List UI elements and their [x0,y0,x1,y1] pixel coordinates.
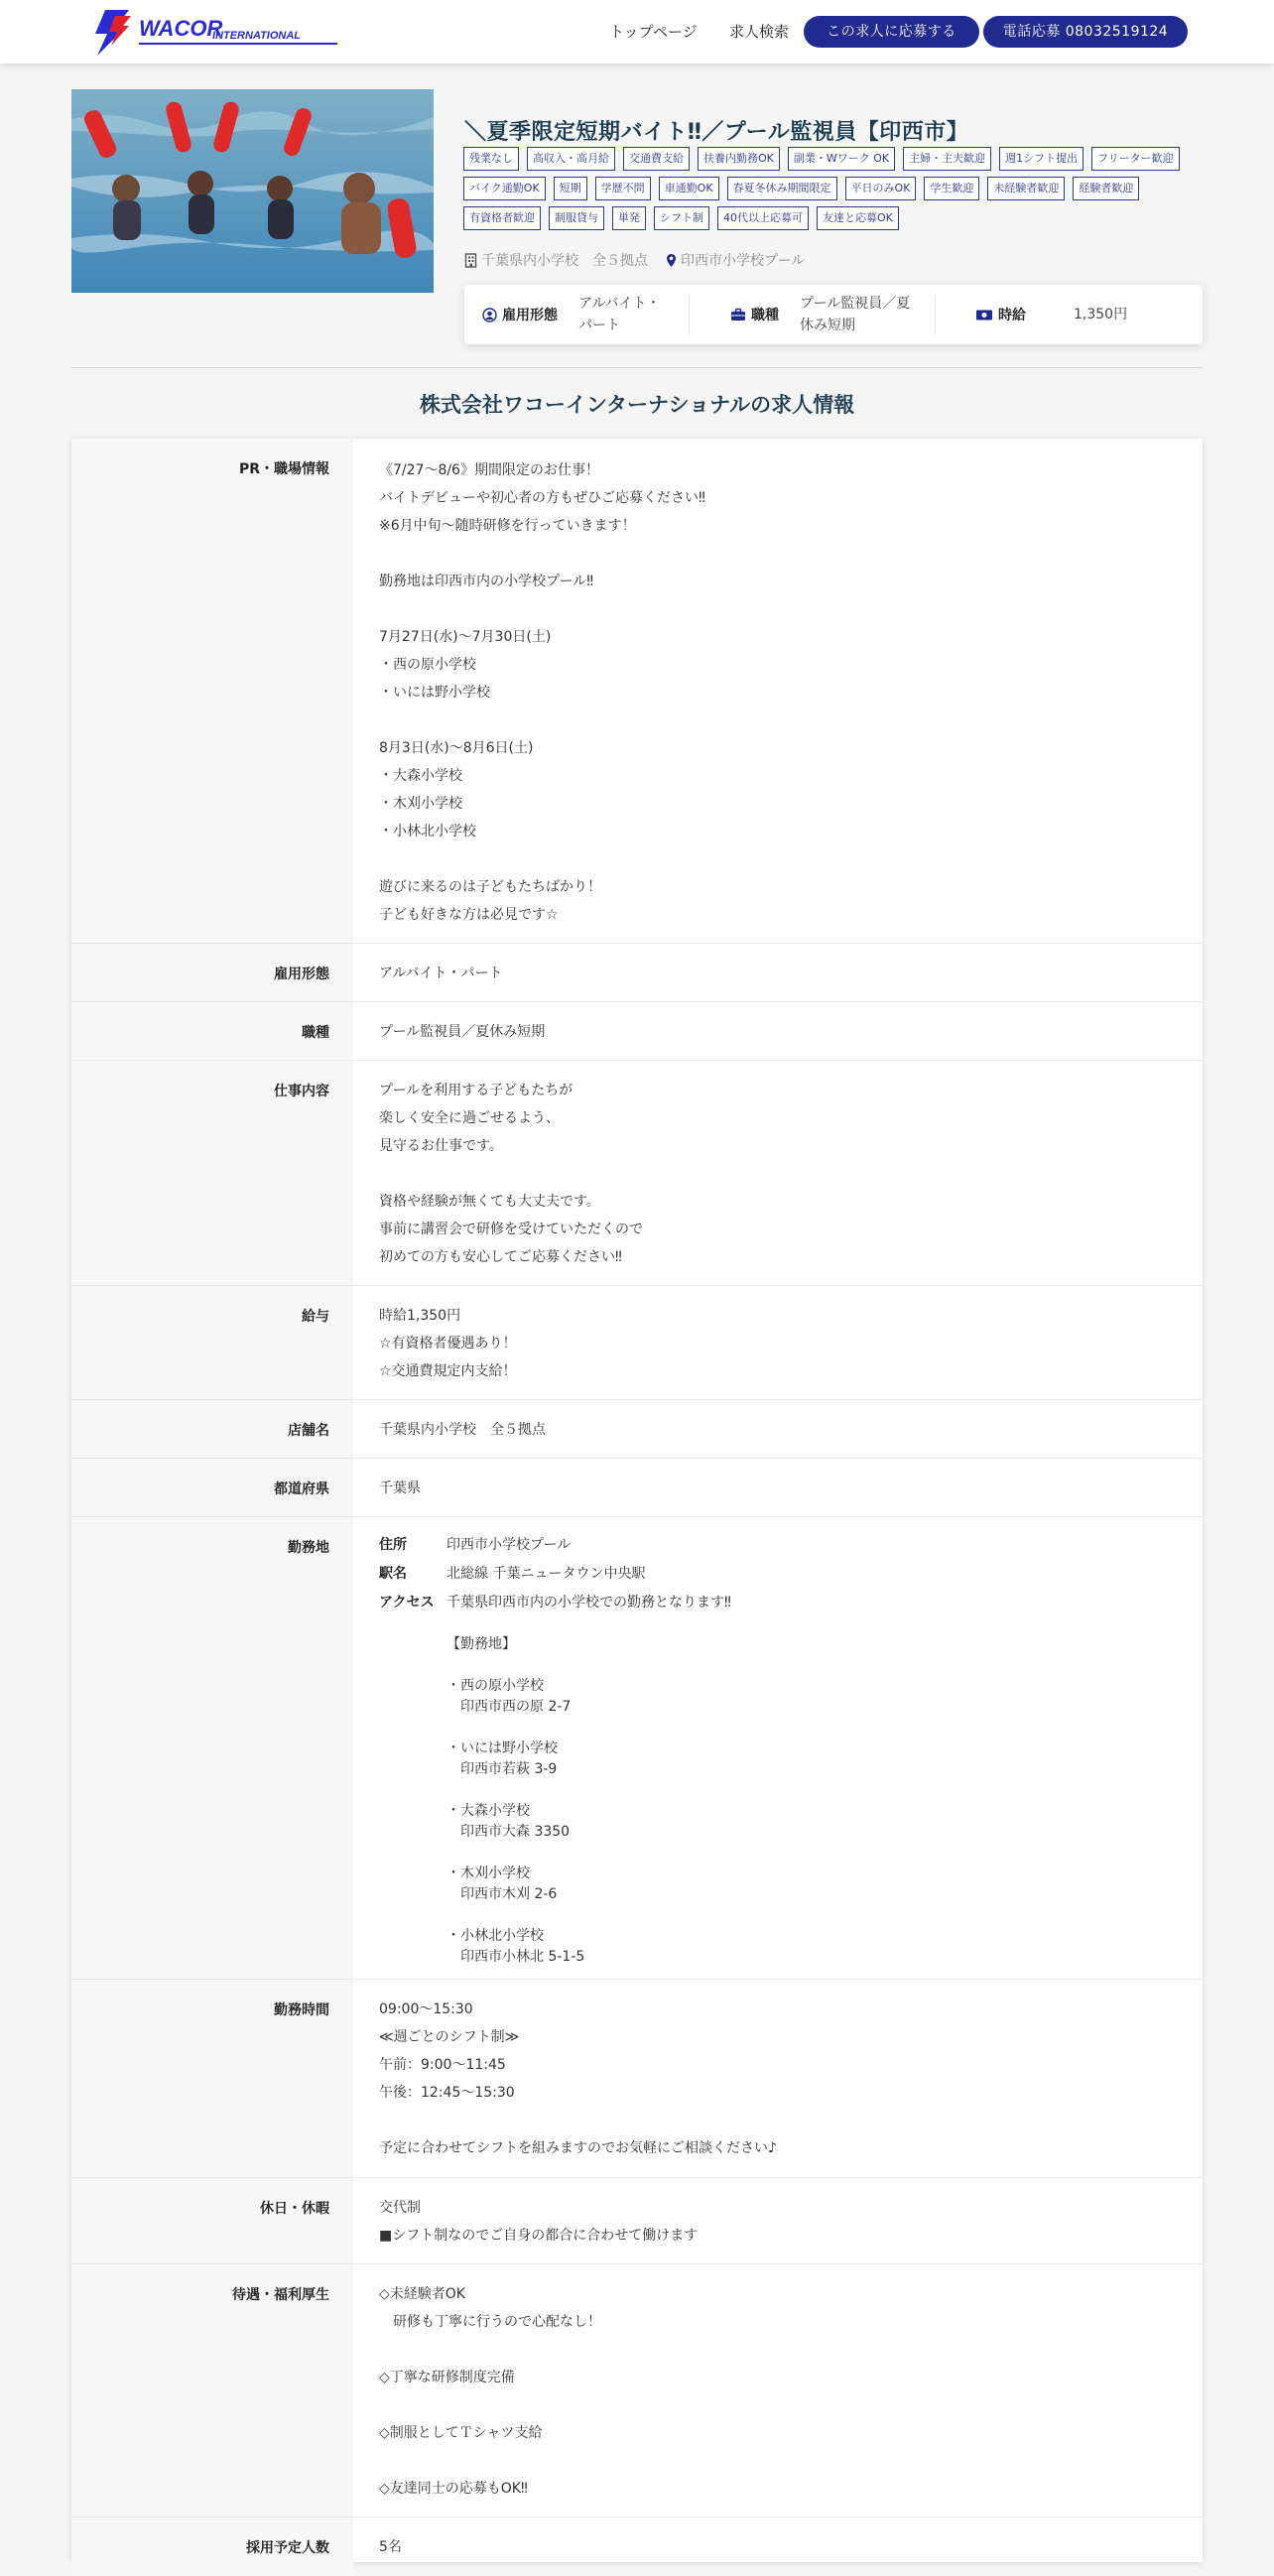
address-key: 住所 [379,1537,407,1553]
row-label: 仕事内容 [274,1084,329,1099]
occupation-value: プール監視員／夏 休み短期 [800,296,911,333]
company-logo[interactable] [85,6,343,58]
row-headcount [71,2516,1203,2576]
tag-badge: フリーター歓迎 [1091,147,1180,171]
employment-type-value: アルバイト・ パート [578,296,661,333]
tag-badge: 扶養内勤務OK [698,147,780,171]
nav-top-page[interactable]: トップページ [609,23,698,41]
row-value: 時給1,350円 ☆有資格者優遇あり！ ☆交通費規定内支給！ [379,1308,517,1379]
money-icon [975,309,993,322]
row-occupation [71,1001,1203,1060]
tag-badge: 有資格者歓迎 [463,206,541,230]
row-value: プール監視員／夏休み短期 [379,1024,546,1040]
location-details [379,1531,1173,1968]
store-name-text: 千葉県内小学校 全５拠点 [481,253,648,269]
employment-type-label: 雇用形態 [482,305,558,324]
row-value: アルバイト・パート [379,966,503,981]
building-icon [464,253,477,268]
row-store [71,1399,1203,1458]
tag-badge: 学生歓迎 [924,177,979,200]
row-label: 雇用形態 [274,966,329,982]
tag-badge: 友達と応募OK [817,206,899,230]
station-value: 北総線 千葉ニュータウン中央駅 [446,1566,646,1582]
row-value: 09:00～15:30 ≪週ごとのシフト制≫ 午前：9:00～11:45 午後：12:45～15:30 予定に合わせてシフトを組みますのでお気軽にご相談ください♪ [379,2001,777,2156]
row-location [71,1516,1203,1979]
address-value: 印西市小学校プール [446,1537,572,1553]
row-label: 採用予定人数 [246,2540,329,2556]
svg-text:WACOR: WACOR [139,16,223,41]
row-employment [71,943,1203,1001]
row-value: 千葉県内小学校 全５拠点 [379,1422,546,1438]
pool-photo-icon [71,89,434,293]
briefcase-icon [730,308,746,322]
person-circle-icon [482,308,497,322]
wage-label: 時給 [975,305,1026,324]
row-label: 都道府県 [274,1481,329,1497]
job-detail-table [71,439,1203,2562]
row-benefits [71,2263,1203,2516]
tag-badge: 制服貸与 [549,206,604,230]
row-value: 千葉県 [379,1481,421,1496]
row-label: 店舗名 [288,1423,329,1439]
occupation-label: 職種 [730,305,779,324]
tag-badge: 学歴不問 [595,177,651,200]
phone-apply-button[interactable]: 電話応募 08032519124 [983,16,1188,48]
row-work [71,1060,1203,1285]
station-key: 駅名 [379,1566,407,1582]
row-value: 5名 [379,2539,402,2555]
row-value: 交代制 ■シフト制なのでご自身の都合に合わせて働けます [379,2200,699,2244]
tag-badge: 車通勤OK [659,177,719,200]
tag-list [463,147,1203,236]
row-salary [71,1285,1203,1399]
tag-badge: 未経験者歓迎 [987,177,1065,200]
job-photo [71,89,434,293]
row-pr [71,439,1203,943]
row-label: 休日・休暇 [260,2201,329,2217]
place-name-text: 印西市小学校プール [681,253,806,269]
row-label: 給与 [302,1309,329,1325]
company-heading: 株式会社ワコーインターナショナルの求人情報 [419,393,855,417]
nav-job-search[interactable]: 求人検索 [729,23,790,41]
tag-badge: 高収入・高月給 [527,147,615,171]
tag-badge: バイク通勤OK [463,177,546,200]
apply-button[interactable]: この求人に応募する [804,16,979,48]
row-prefecture [71,1458,1203,1516]
access-key: アクセス [379,1595,435,1610]
row-holiday [71,2177,1203,2263]
location-row [464,250,805,270]
row-label: 勤務地 [288,1540,329,1556]
row-value: 《7/27～8/6》期間限定のお仕事！ バイトデビューや初心者の方もぜひご応募ください‼ ※6月中旬～随時研修を行っていきます！ 勤務地は印西市内の小学校プール‼ 7月27日(水)～7月30日(土) ・西の原小学校 ・いには野小学校 8月3日(水)～8月6日(土) ・大森小学校 ・木刈小学校 ・小林北小学校 遊びに来るのは子どもたちばかり！ 子ども好きな方は必見です☆ [379,462,705,923]
wacor-logo-icon [85,6,343,58]
tag-badge: 経験者歓迎 [1073,177,1139,200]
row-label: 待遇・福利厚生 [232,2287,329,2303]
tag-badge: 残業なし [463,147,519,171]
tag-badge: 短期 [554,177,587,200]
row-label: 勤務時間 [274,2002,329,2018]
row-hours [71,1979,1203,2177]
row-label: PR・職場情報 [238,461,329,477]
tag-badge: 主婦・主夫歓迎 [903,147,991,171]
row-value: ◇未経験者OK 研修も丁寧に行うので心配なし！ ◇丁寧な研修制度完備 ◇制服としてＴシャツ支給 ◇友達同士の応募もOK‼ [379,2286,601,2497]
job-title: ＼夏季限定短期バイト‼／プール監視員【印西市】 [464,120,969,145]
tag-badge: 春夏冬休み期間限定 [727,177,837,200]
wage-value: 1,350円 [1074,307,1128,322]
divider [71,367,1203,368]
tag-badge: 副業・Wワーク OK [788,147,895,171]
tag-badge: 週1シフト提出 [999,147,1083,171]
tag-badge: 交通費支給 [623,147,690,171]
map-pin-icon [666,253,677,268]
tag-badge: 単発 [612,206,646,230]
tag-badge: シフト制 [654,206,709,230]
job-summary-card [464,285,1203,344]
access-value: 千葉県印西市内の小学校での勤務となります‼ 【勤務地】 ・西の原小学校 印西市西の原 2-7 ・いには野小学校 印西市若萩 3-9 ・大森小学校 印西市大森 3350 ・木刈小学校 印西市木刈 2-6 ・小林北小学校 印西市小林北 5-1-5 [446,1595,731,1965]
svg-text:INTERNATIONAL: INTERNATIONAL [212,30,302,42]
row-value: プールを利用する子どもたちが 楽しく安全に過ごせるよう、 見守るお仕事です。 資格や経験が無くても大丈夫です。 事前に講習会で研修を受けていただくので 初めての方も安心してご応募ください‼ [379,1083,643,1265]
tag-badge: 平日のみOK [845,177,917,200]
tag-badge: 40代以上応募可 [717,206,809,230]
site-header [0,0,1274,64]
row-label: 職種 [302,1025,329,1041]
